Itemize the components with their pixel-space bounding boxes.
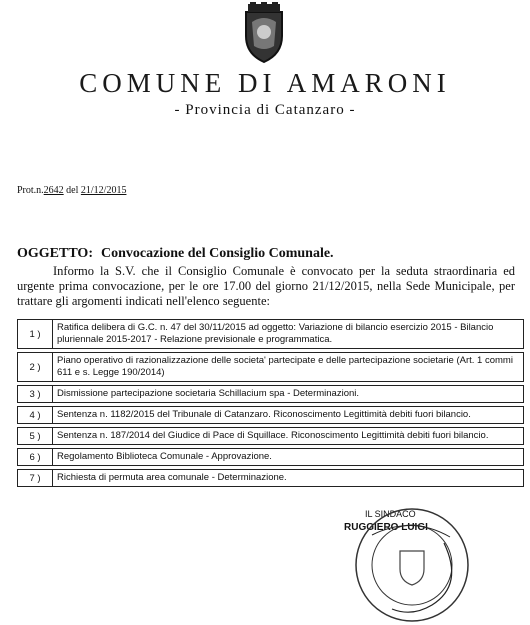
official-seal-stamp xyxy=(352,505,472,625)
agenda-item-number: 6 ) xyxy=(17,448,52,466)
subject-line xyxy=(17,246,334,262)
body-text: Informo la S.V. che il Consiglio Comunale è convocato per la seduta straordinaria ed urgente prima convocazione, per le ore 17.00 del giorno 21/12/2015, nella Sede Municipale, per trattare gli argomenti indicati nell'elenco seguente: xyxy=(17,264,515,308)
agenda-item xyxy=(17,319,524,349)
agenda-item-number: 4 ) xyxy=(17,406,52,424)
agenda-item-number: 7 ) xyxy=(17,469,52,487)
page-subtitle: - Provincia di Catanzaro - xyxy=(174,102,356,118)
agenda-item-text: Ratifica delibera di G.C. n. 47 del 30/11/2015 ad oggetto: Variazione di bilancio esercizio 2015 - Bilancio pluriennale 2015-2017 - Relazione previsionale e programmatica. xyxy=(52,319,524,349)
protocol-number: 2642 xyxy=(43,185,64,196)
agenda-item xyxy=(17,352,524,382)
subject-text: Convocazione del Consiglio Comunale. xyxy=(100,246,334,261)
protocol-date: 21/12/2015 xyxy=(80,185,127,196)
agenda-item-text: Sentenza n. 1182/2015 del Tribunale di Catanzaro. Riconoscimento Legittimità debiti fuori bilancio. xyxy=(52,406,524,424)
page-title: COMUNE DI AMARONI xyxy=(79,68,451,98)
coat-of-arms-icon xyxy=(238,2,290,64)
agenda-item xyxy=(17,469,524,487)
agenda-item-text: Richiesta di permuta area comunale - Determinazione. xyxy=(52,469,524,487)
agenda-item xyxy=(17,427,524,445)
signature-name: RUGGIERO LUIGI xyxy=(344,522,428,533)
protocol-middle: del xyxy=(63,185,81,196)
agenda-table xyxy=(17,316,524,490)
signature-label: IL SINDACO xyxy=(365,509,416,519)
agenda-item-number: 3 ) xyxy=(17,385,52,403)
agenda-item xyxy=(17,406,524,424)
agenda-item-text: Sentenza n. 187/2014 del Giudice di Pace di Squillace. Riconoscimento Legittimità debiti fuori bilancio. xyxy=(52,427,524,445)
agenda-item-number: 2 ) xyxy=(17,352,52,382)
agenda-item-text: Piano operativo di razionalizzazione delle societa' partecipate e delle partecipazione societarie (Art. 1 commi 611 e s. Legge 190/2014) xyxy=(52,352,524,382)
agenda-item-text: Regolamento Biblioteca Comunale - Approvazione. xyxy=(52,448,524,466)
subject-label: OGGETTO: xyxy=(17,246,93,261)
agenda-item-text: Dismissione partecipazione societaria Schillacium spa - Determinazioni. xyxy=(52,385,524,403)
protocol-prefix: Prot.n. xyxy=(17,185,44,196)
agenda-item xyxy=(17,385,524,403)
protocol-line xyxy=(17,185,126,196)
body-paragraph xyxy=(17,264,515,309)
agenda-item-number: 1 ) xyxy=(17,319,52,349)
agenda-item-number: 5 ) xyxy=(17,427,52,445)
agenda-item xyxy=(17,448,524,466)
